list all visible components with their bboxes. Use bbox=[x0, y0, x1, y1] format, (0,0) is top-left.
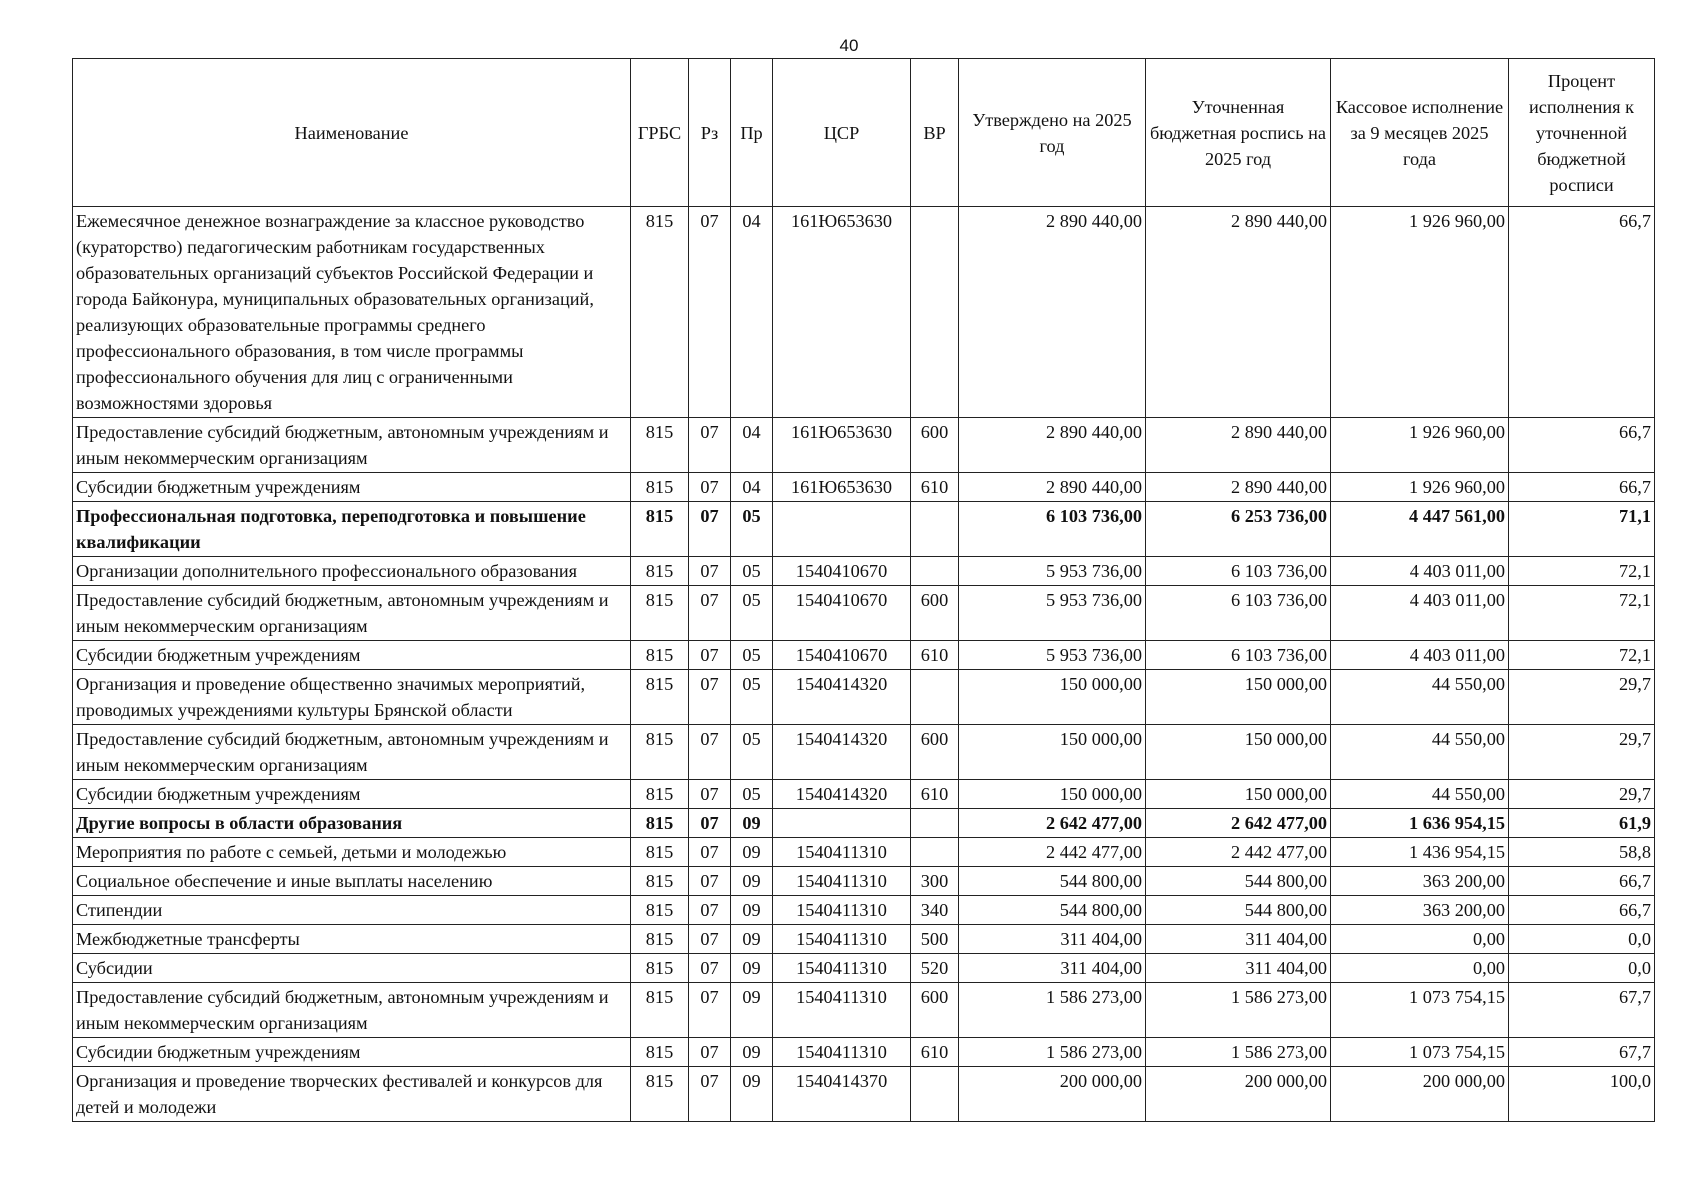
table-row bbox=[73, 502, 1655, 557]
header-approved: Утверждено на 2025 год bbox=[959, 59, 1146, 207]
cell-pr: 05 bbox=[731, 780, 773, 809]
cell-grbs: 815 bbox=[631, 954, 689, 983]
page-number: 40 bbox=[839, 36, 859, 55]
cell-csr: 1540414320 bbox=[773, 670, 911, 725]
cell-pr: 04 bbox=[731, 473, 773, 502]
budget-table bbox=[72, 58, 1655, 1122]
cell-rz: 07 bbox=[689, 557, 731, 586]
cell-cash: 4 403 011,00 bbox=[1331, 641, 1509, 670]
cell-pr: 09 bbox=[731, 838, 773, 867]
cell-csr: 1540410670 bbox=[773, 641, 911, 670]
cell-rz: 07 bbox=[689, 418, 731, 473]
cell-pr: 09 bbox=[731, 809, 773, 838]
cell-percent: 66,7 bbox=[1509, 867, 1655, 896]
table-row bbox=[73, 896, 1655, 925]
header-percent: Процент исполнения к уточненной бюджетной росписи bbox=[1509, 59, 1655, 207]
cell-refined: 2 890 440,00 bbox=[1146, 207, 1331, 418]
table-row bbox=[73, 1038, 1655, 1067]
cell-name: Субсидии бюджетным учреждениям bbox=[73, 780, 631, 809]
cell-rz: 07 bbox=[689, 473, 731, 502]
cell-approved: 150 000,00 bbox=[959, 670, 1146, 725]
cell-rz: 07 bbox=[689, 809, 731, 838]
table-row bbox=[73, 954, 1655, 983]
cell-vr bbox=[911, 502, 959, 557]
cell-approved: 200 000,00 bbox=[959, 1067, 1146, 1122]
cell-percent: 66,7 bbox=[1509, 896, 1655, 925]
table-row bbox=[73, 780, 1655, 809]
cell-rz: 07 bbox=[689, 838, 731, 867]
cell-rz: 07 bbox=[689, 780, 731, 809]
cell-vr: 500 bbox=[911, 925, 959, 954]
cell-refined: 1 586 273,00 bbox=[1146, 983, 1331, 1038]
cell-percent: 72,1 bbox=[1509, 641, 1655, 670]
table-row bbox=[73, 586, 1655, 641]
cell-refined: 311 404,00 bbox=[1146, 925, 1331, 954]
cell-refined: 2 890 440,00 bbox=[1146, 473, 1331, 502]
cell-pr: 05 bbox=[731, 641, 773, 670]
cell-vr: 610 bbox=[911, 1038, 959, 1067]
cell-csr bbox=[773, 809, 911, 838]
cell-csr: 1540411310 bbox=[773, 925, 911, 954]
cell-csr: 1540411310 bbox=[773, 867, 911, 896]
cell-percent: 100,0 bbox=[1509, 1067, 1655, 1122]
cell-refined: 1 586 273,00 bbox=[1146, 1038, 1331, 1067]
cell-pr: 09 bbox=[731, 925, 773, 954]
cell-pr: 09 bbox=[731, 983, 773, 1038]
cell-refined: 6 103 736,00 bbox=[1146, 641, 1331, 670]
cell-percent: 29,7 bbox=[1509, 725, 1655, 780]
cell-refined: 200 000,00 bbox=[1146, 1067, 1331, 1122]
table-row bbox=[73, 725, 1655, 780]
cell-csr: 1540414370 bbox=[773, 1067, 911, 1122]
cell-pr: 05 bbox=[731, 670, 773, 725]
cell-csr: 1540411310 bbox=[773, 983, 911, 1038]
cell-csr: 161Ю653630 bbox=[773, 473, 911, 502]
cell-csr: 1540414320 bbox=[773, 780, 911, 809]
cell-grbs: 815 bbox=[631, 473, 689, 502]
cell-grbs: 815 bbox=[631, 641, 689, 670]
cell-name: Предоставление субсидий бюджетным, автономным учреждениям и иным некоммерческим организациям bbox=[73, 418, 631, 473]
cell-percent: 72,1 bbox=[1509, 557, 1655, 586]
cell-vr bbox=[911, 809, 959, 838]
cell-pr: 05 bbox=[731, 502, 773, 557]
cell-approved: 311 404,00 bbox=[959, 925, 1146, 954]
cell-percent: 29,7 bbox=[1509, 780, 1655, 809]
cell-pr: 09 bbox=[731, 1067, 773, 1122]
cell-vr bbox=[911, 557, 959, 586]
cell-vr: 610 bbox=[911, 641, 959, 670]
cell-vr bbox=[911, 1067, 959, 1122]
cell-grbs: 815 bbox=[631, 809, 689, 838]
cell-name: Мероприятия по работе с семьей, детьми и молодежью bbox=[73, 838, 631, 867]
cell-name: Субсидии бюджетным учреждениям bbox=[73, 641, 631, 670]
cell-grbs: 815 bbox=[631, 670, 689, 725]
cell-approved: 544 800,00 bbox=[959, 867, 1146, 896]
cell-refined: 150 000,00 bbox=[1146, 670, 1331, 725]
header-grbs: ГРБС bbox=[631, 59, 689, 207]
cell-percent: 66,7 bbox=[1509, 207, 1655, 418]
cell-percent: 72,1 bbox=[1509, 586, 1655, 641]
cell-vr: 520 bbox=[911, 954, 959, 983]
cell-vr: 600 bbox=[911, 418, 959, 473]
cell-grbs: 815 bbox=[631, 502, 689, 557]
cell-approved: 2 890 440,00 bbox=[959, 473, 1146, 502]
table-row bbox=[73, 641, 1655, 670]
cell-approved: 1 586 273,00 bbox=[959, 983, 1146, 1038]
cell-rz: 07 bbox=[689, 1067, 731, 1122]
cell-pr: 09 bbox=[731, 896, 773, 925]
cell-percent: 66,7 bbox=[1509, 473, 1655, 502]
table-row bbox=[73, 838, 1655, 867]
cell-csr: 1540411310 bbox=[773, 1038, 911, 1067]
cell-approved: 150 000,00 bbox=[959, 725, 1146, 780]
cell-name: Межбюджетные трансферты bbox=[73, 925, 631, 954]
cell-pr: 05 bbox=[731, 557, 773, 586]
cell-cash: 44 550,00 bbox=[1331, 670, 1509, 725]
cell-name: Предоставление субсидий бюджетным, автономным учреждениям и иным некоммерческим организациям bbox=[73, 983, 631, 1038]
header-vr: ВР bbox=[911, 59, 959, 207]
cell-grbs: 815 bbox=[631, 418, 689, 473]
cell-cash: 1 073 754,15 bbox=[1331, 983, 1509, 1038]
cell-rz: 07 bbox=[689, 867, 731, 896]
cell-rz: 07 bbox=[689, 954, 731, 983]
cell-cash: 1 926 960,00 bbox=[1331, 418, 1509, 473]
cell-approved: 5 953 736,00 bbox=[959, 586, 1146, 641]
cell-csr: 1540410670 bbox=[773, 557, 911, 586]
header-rz: Рз bbox=[689, 59, 731, 207]
cell-refined: 544 800,00 bbox=[1146, 896, 1331, 925]
table-header-row bbox=[73, 59, 1655, 207]
cell-rz: 07 bbox=[689, 983, 731, 1038]
cell-name: Стипендии bbox=[73, 896, 631, 925]
cell-name: Субсидии бюджетным учреждениям bbox=[73, 473, 631, 502]
cell-cash: 1 073 754,15 bbox=[1331, 1038, 1509, 1067]
cell-grbs: 815 bbox=[631, 838, 689, 867]
cell-name: Профессиональная подготовка, переподготовка и повышение квалификации bbox=[73, 502, 631, 557]
cell-pr: 04 bbox=[731, 418, 773, 473]
cell-pr: 05 bbox=[731, 586, 773, 641]
cell-refined: 311 404,00 bbox=[1146, 954, 1331, 983]
cell-approved: 1 586 273,00 bbox=[959, 1038, 1146, 1067]
cell-pr: 09 bbox=[731, 954, 773, 983]
cell-cash: 0,00 bbox=[1331, 954, 1509, 983]
cell-approved: 5 953 736,00 bbox=[959, 557, 1146, 586]
cell-cash: 44 550,00 bbox=[1331, 725, 1509, 780]
cell-grbs: 815 bbox=[631, 1038, 689, 1067]
cell-cash: 1 436 954,15 bbox=[1331, 838, 1509, 867]
cell-vr bbox=[911, 207, 959, 418]
cell-cash: 4 447 561,00 bbox=[1331, 502, 1509, 557]
cell-vr: 340 bbox=[911, 896, 959, 925]
cell-cash: 200 000,00 bbox=[1331, 1067, 1509, 1122]
cell-cash: 363 200,00 bbox=[1331, 867, 1509, 896]
cell-grbs: 815 bbox=[631, 780, 689, 809]
cell-vr bbox=[911, 670, 959, 725]
cell-approved: 2 890 440,00 bbox=[959, 207, 1146, 418]
header-refined: Уточненная бюджетная роспись на 2025 год bbox=[1146, 59, 1331, 207]
cell-rz: 07 bbox=[689, 502, 731, 557]
cell-vr: 610 bbox=[911, 473, 959, 502]
cell-grbs: 815 bbox=[631, 586, 689, 641]
cell-refined: 2 642 477,00 bbox=[1146, 809, 1331, 838]
cell-grbs: 815 bbox=[631, 557, 689, 586]
cell-vr: 600 bbox=[911, 983, 959, 1038]
cell-percent: 67,7 bbox=[1509, 983, 1655, 1038]
cell-csr: 161Ю653630 bbox=[773, 207, 911, 418]
cell-refined: 6 253 736,00 bbox=[1146, 502, 1331, 557]
cell-approved: 150 000,00 bbox=[959, 780, 1146, 809]
header-cash: Кассовое исполнение за 9 месяцев 2025 года bbox=[1331, 59, 1509, 207]
cell-percent: 66,7 bbox=[1509, 418, 1655, 473]
cell-vr: 600 bbox=[911, 586, 959, 641]
table-row bbox=[73, 809, 1655, 838]
cell-cash: 4 403 011,00 bbox=[1331, 586, 1509, 641]
cell-approved: 2 442 477,00 bbox=[959, 838, 1146, 867]
cell-name: Другие вопросы в области образования bbox=[73, 809, 631, 838]
cell-approved: 5 953 736,00 bbox=[959, 641, 1146, 670]
cell-vr: 610 bbox=[911, 780, 959, 809]
cell-grbs: 815 bbox=[631, 1067, 689, 1122]
cell-vr bbox=[911, 838, 959, 867]
cell-approved: 544 800,00 bbox=[959, 896, 1146, 925]
cell-approved: 2 890 440,00 bbox=[959, 418, 1146, 473]
cell-rz: 07 bbox=[689, 925, 731, 954]
cell-refined: 544 800,00 bbox=[1146, 867, 1331, 896]
cell-approved: 6 103 736,00 bbox=[959, 502, 1146, 557]
cell-approved: 311 404,00 bbox=[959, 954, 1146, 983]
cell-percent: 71,1 bbox=[1509, 502, 1655, 557]
cell-percent: 61,9 bbox=[1509, 809, 1655, 838]
cell-name: Предоставление субсидий бюджетным, автономным учреждениям и иным некоммерческим организациям bbox=[73, 586, 631, 641]
table-row bbox=[73, 207, 1655, 418]
cell-name: Ежемесячное денежное вознаграждение за классное руководство (кураторство) педагогическим работникам государственных образовательных организаций субъектов Российской Федерации и города Байконура, муниципальных образовательных организаций, реализующих образовательные программы среднего профессионального образования, в том числе программы профессионального обучения для лиц с ограниченными возможностями здоровья bbox=[73, 207, 631, 418]
cell-rz: 07 bbox=[689, 725, 731, 780]
cell-rz: 07 bbox=[689, 586, 731, 641]
cell-percent: 67,7 bbox=[1509, 1038, 1655, 1067]
cell-name: Организация и проведение общественно значимых мероприятий, проводимых учреждениями культуры Брянской области bbox=[73, 670, 631, 725]
table-body bbox=[73, 207, 1655, 1122]
cell-cash: 1 926 960,00 bbox=[1331, 473, 1509, 502]
cell-csr: 1540411310 bbox=[773, 896, 911, 925]
table-row bbox=[73, 1067, 1655, 1122]
cell-rz: 07 bbox=[689, 896, 731, 925]
table-row bbox=[73, 418, 1655, 473]
cell-csr: 1540411310 bbox=[773, 954, 911, 983]
cell-refined: 6 103 736,00 bbox=[1146, 557, 1331, 586]
cell-percent: 58,8 bbox=[1509, 838, 1655, 867]
cell-csr bbox=[773, 502, 911, 557]
cell-percent: 29,7 bbox=[1509, 670, 1655, 725]
cell-name: Организации дополнительного профессионального образования bbox=[73, 557, 631, 586]
cell-rz: 07 bbox=[689, 207, 731, 418]
cell-refined: 150 000,00 bbox=[1146, 725, 1331, 780]
cell-grbs: 815 bbox=[631, 725, 689, 780]
header-csr: ЦСР bbox=[773, 59, 911, 207]
cell-grbs: 815 bbox=[631, 983, 689, 1038]
table-row bbox=[73, 925, 1655, 954]
cell-name: Субсидии бюджетным учреждениям bbox=[73, 1038, 631, 1067]
cell-pr: 09 bbox=[731, 867, 773, 896]
cell-grbs: 815 bbox=[631, 925, 689, 954]
cell-refined: 2 890 440,00 bbox=[1146, 418, 1331, 473]
header-name: Наименование bbox=[73, 59, 631, 207]
cell-cash: 1 926 960,00 bbox=[1331, 207, 1509, 418]
cell-percent: 0,0 bbox=[1509, 954, 1655, 983]
cell-percent: 0,0 bbox=[1509, 925, 1655, 954]
cell-cash: 44 550,00 bbox=[1331, 780, 1509, 809]
cell-cash: 4 403 011,00 bbox=[1331, 557, 1509, 586]
cell-pr: 09 bbox=[731, 1038, 773, 1067]
cell-refined: 6 103 736,00 bbox=[1146, 586, 1331, 641]
cell-pr: 05 bbox=[731, 725, 773, 780]
cell-csr: 1540411310 bbox=[773, 838, 911, 867]
header-pr: Пр bbox=[731, 59, 773, 207]
table-row bbox=[73, 670, 1655, 725]
cell-name: Субсидии bbox=[73, 954, 631, 983]
cell-refined: 150 000,00 bbox=[1146, 780, 1331, 809]
cell-name: Предоставление субсидий бюджетным, автономным учреждениям и иным некоммерческим организациям bbox=[73, 725, 631, 780]
cell-csr: 1540414320 bbox=[773, 725, 911, 780]
cell-name: Организация и проведение творческих фестивалей и конкурсов для детей и молодежи bbox=[73, 1067, 631, 1122]
cell-rz: 07 bbox=[689, 670, 731, 725]
table-row bbox=[73, 867, 1655, 896]
cell-rz: 07 bbox=[689, 1038, 731, 1067]
cell-cash: 0,00 bbox=[1331, 925, 1509, 954]
cell-grbs: 815 bbox=[631, 207, 689, 418]
table-row bbox=[73, 983, 1655, 1038]
cell-csr: 161Ю653630 bbox=[773, 418, 911, 473]
cell-cash: 1 636 954,15 bbox=[1331, 809, 1509, 838]
cell-name: Социальное обеспечение и иные выплаты населению bbox=[73, 867, 631, 896]
table-row bbox=[73, 473, 1655, 502]
cell-csr: 1540410670 bbox=[773, 586, 911, 641]
cell-approved: 2 642 477,00 bbox=[959, 809, 1146, 838]
cell-grbs: 815 bbox=[631, 896, 689, 925]
cell-rz: 07 bbox=[689, 641, 731, 670]
cell-refined: 2 442 477,00 bbox=[1146, 838, 1331, 867]
table-row bbox=[73, 557, 1655, 586]
cell-pr: 04 bbox=[731, 207, 773, 418]
cell-grbs: 815 bbox=[631, 867, 689, 896]
cell-vr: 600 bbox=[911, 725, 959, 780]
cell-vr: 300 bbox=[911, 867, 959, 896]
cell-cash: 363 200,00 bbox=[1331, 896, 1509, 925]
